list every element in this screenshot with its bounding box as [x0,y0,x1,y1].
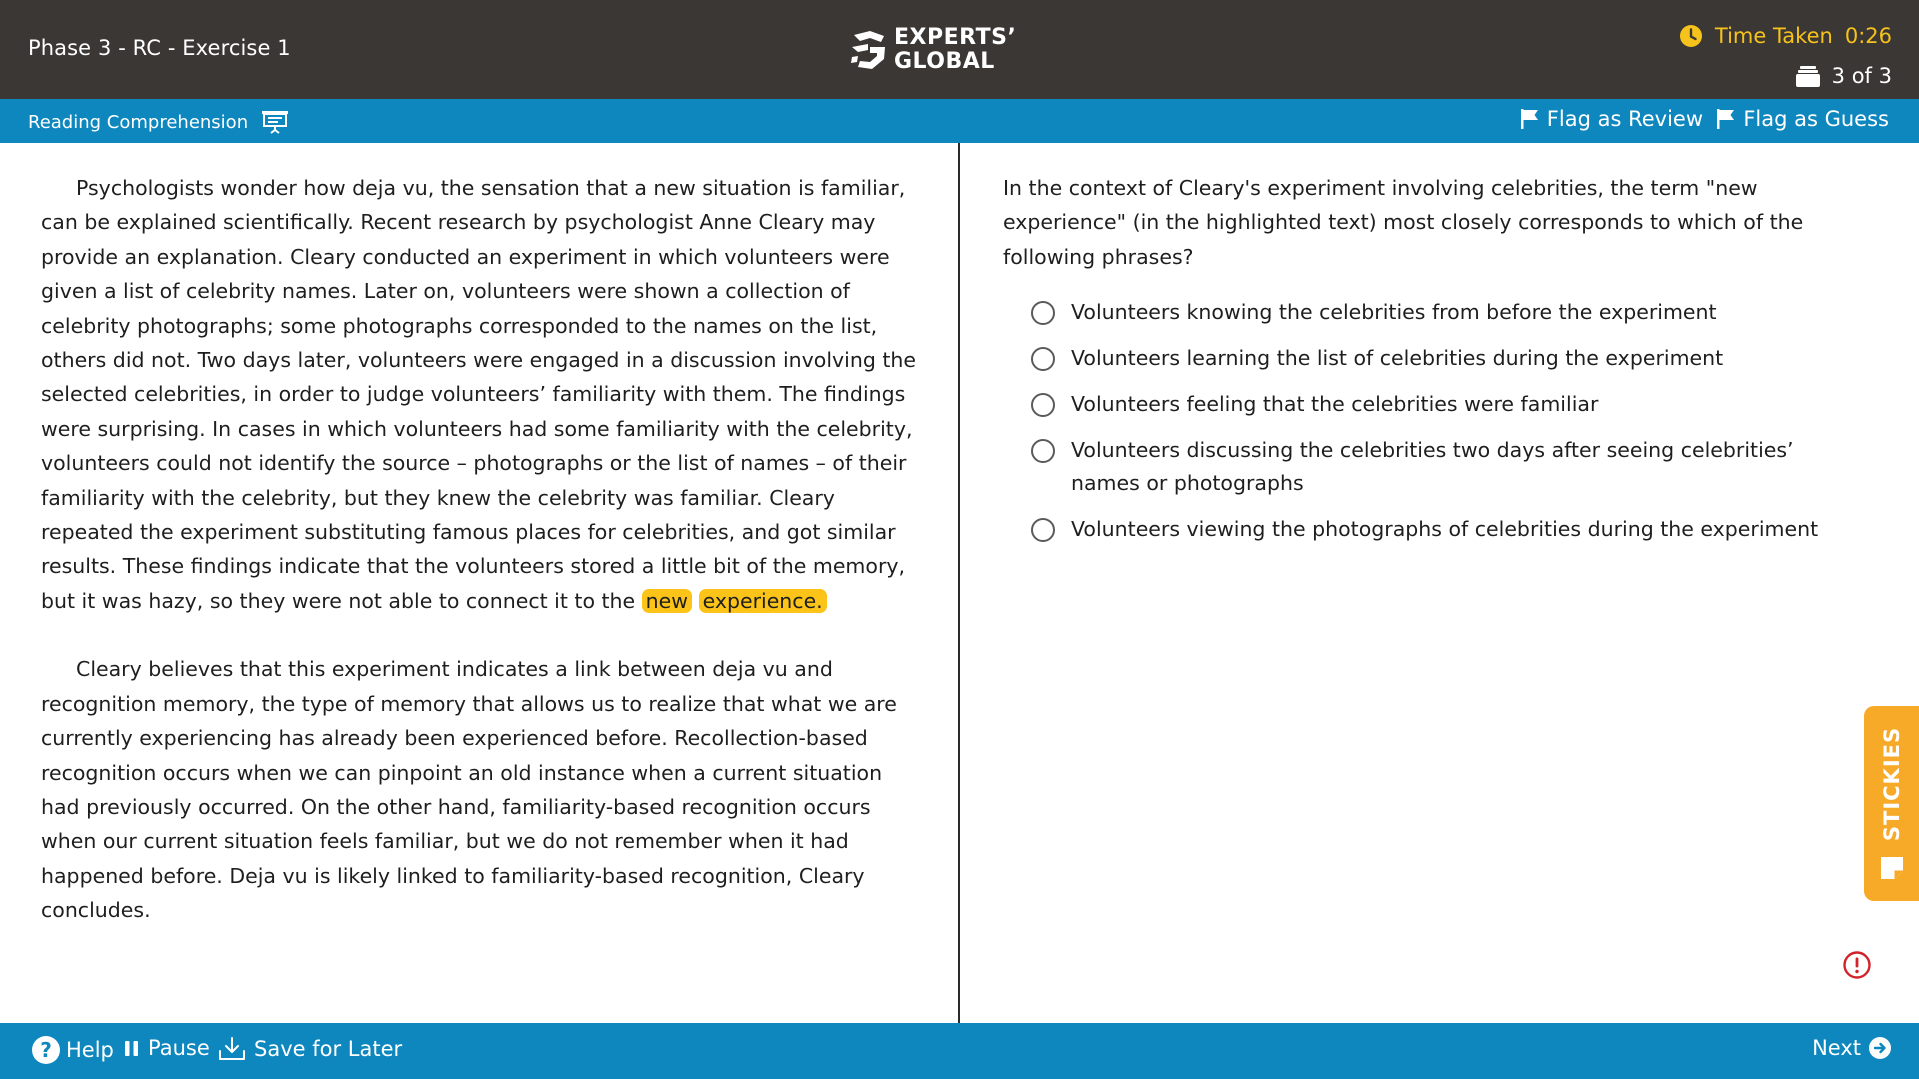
presentation-icon [262,110,288,134]
passage-paragraph-2: Cleary believes that this experiment indicates a link between deja vu and recognition memory, the type of memory that allows us to realize that what we are currently experiencing has already been experienced before. Recollection-based recognition occurs when we can pinpoint an old instance when a current situation had previously occurred. On the other hand, familiarity-based recognition occurs when our current situation feels familiar, but we do not remember when it had happened before. Deja vu is likely linked to familiarity-based recognition, Cleary concludes. [41,657,897,923]
next-button[interactable] [1812,1036,1891,1060]
stickies-tab[interactable] [1864,706,1919,901]
next-label: Next [1812,1036,1861,1060]
radio-button[interactable] [1031,347,1055,371]
timer-value: 0:26 [1844,24,1892,48]
answer-option-b[interactable] [1069,342,1859,375]
highlighted-text: experience. [699,589,827,613]
section-label [28,110,288,134]
radio-button[interactable] [1031,301,1055,325]
sticky-note-icon [1878,854,1906,882]
flag-as-guess-label: Flag as Guess [1743,107,1889,131]
exercise-title: Phase 3 - RC - Exercise 1 [28,36,291,60]
passage-pane[interactable] [0,143,960,1023]
question-counter-text: 3 of 3 [1831,64,1892,88]
help-icon: ? [32,1036,60,1064]
arrow-right-icon [1869,1037,1891,1059]
answer-option-e[interactable] [1069,513,1859,546]
alert-icon[interactable] [1842,950,1872,980]
experts-global-logo: EXPERTS’ GLOBAL [848,26,1016,74]
answer-options [1003,296,1859,546]
flag-as-review-button[interactable] [1521,107,1703,131]
footer-bar [0,1023,1919,1079]
answer-option-text: Volunteers feeling that the celebrities were familiar [1071,392,1599,417]
question-stem: In the context of Cleary's experiment involving celebrities, the term "new experience" (in the highlighted text) most closely corresponds to which of the following phrases? [1003,176,1804,269]
flag-icon [1521,109,1539,129]
answer-option-text: Volunteers learning the list of celebrities during the experiment [1071,346,1724,371]
timer [1679,24,1892,48]
pause-label: Pause [148,1036,210,1060]
flag-as-guess-button[interactable] [1717,107,1889,131]
passage-paragraph-1: Psychologists wonder how deja vu, the sensation that a new situation is familiar, can be explained scientifically. Recent research by psychologist Anne Cleary may provide an explanation. Cleary conducted an experiment in which volunteers were given a list of celebrity names. Later on, volunteers were shown a collection of celebrity photographs; some photographs corresponded to the names on the list, others did not. Two days later, volunteers were engaged in a discussion involving the selected celebrities, in order to judge volunteers’ familiarity with them. The findings were surprising. In cases in which volunteers had some familiarity with the celebrity, volunteers could not identify the source – photographs or the list of names – of their familiarity with the celebrity, but they knew the celebrity was familiar. Cleary repeated the experiment substituting famous places for celebrities, and got similar results. These findings indicate that the volunteers stored a little bit of the memory, but it was hazy, so they were not able to connect it to the new experience. [41,176,917,613]
answer-option-text: Volunteers viewing the photographs of celebrities during the experiment [1071,517,1819,542]
sub-header [0,99,1919,143]
answer-option-text: Volunteers discussing the celebrities two days after seeing celebrities’ names or photographs [1071,438,1794,496]
timer-label: Time Taken [1714,24,1833,48]
radio-button[interactable] [1031,393,1055,417]
help-button[interactable] [32,1036,114,1064]
answer-option-c[interactable] [1069,388,1859,421]
highlighted-text: new [642,589,692,613]
question-counter [1796,64,1892,88]
answer-option-text: Volunteers knowing the celebrities from before the experiment [1071,300,1717,325]
section-label-text: Reading Comprehension [28,111,249,133]
logo-mark-icon [848,27,888,73]
stickies-label: STICKIES [1879,726,1904,842]
pause-button[interactable] [124,1036,210,1060]
flag-icon [1717,109,1735,129]
answer-option-d[interactable] [1069,434,1859,500]
radio-button[interactable] [1031,518,1055,542]
save-for-later-button[interactable] [218,1036,402,1062]
radio-button[interactable] [1031,439,1055,463]
stack-icon [1796,65,1820,87]
top-header [0,0,1919,99]
download-icon [218,1036,246,1062]
answer-option-a[interactable] [1069,296,1859,329]
save-for-later-label: Save for Later [254,1037,403,1061]
pause-icon [124,1039,140,1057]
flag-as-review-label: Flag as Review [1546,107,1703,131]
help-label: Help [66,1038,114,1062]
clock-icon [1679,24,1703,48]
question-pane [962,143,1919,1023]
